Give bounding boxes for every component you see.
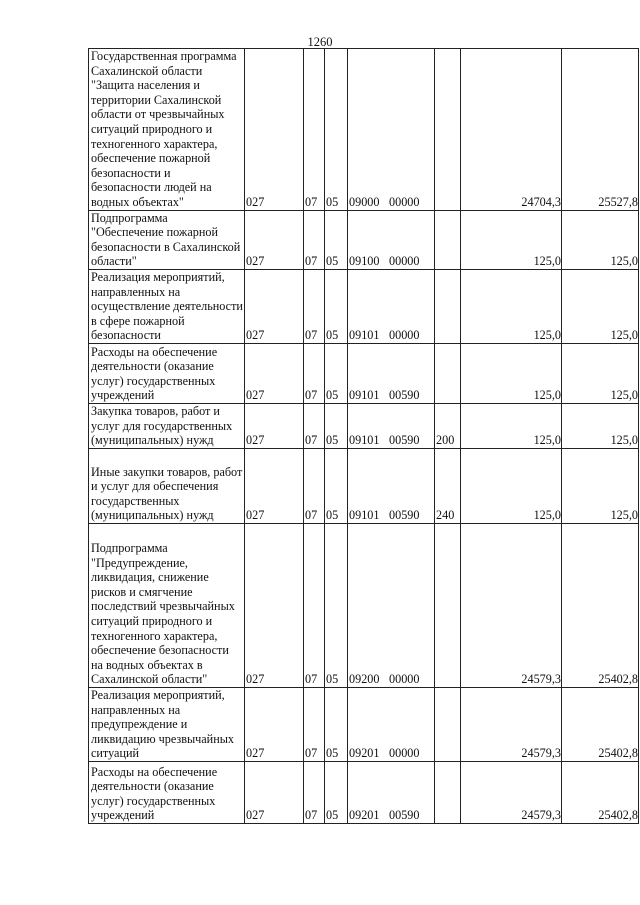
- row-name: Закупка товаров, работ и услуг для государственных (муниципальных) нужд: [89, 403, 245, 448]
- target-article-code: [348, 687, 435, 761]
- expense-type-code: [435, 210, 461, 269]
- admin-code: 027: [245, 403, 304, 448]
- table-row: [89, 49, 639, 211]
- target-direction-code: 00000: [389, 672, 420, 687]
- expense-type-code: [435, 761, 461, 823]
- section-code: 07: [304, 269, 325, 343]
- amount-year-1: 24579,3: [461, 761, 562, 823]
- target-article-code: [348, 210, 435, 269]
- amount-year-2: 25402,8: [562, 687, 639, 761]
- target-program-code: 09200: [349, 672, 380, 687]
- table-row: [89, 761, 639, 823]
- section-code: 07: [304, 49, 325, 211]
- amount-year-1: 125,0: [461, 448, 562, 523]
- expense-type-code: [435, 269, 461, 343]
- target-direction-code: 00000: [389, 194, 420, 209]
- target-direction-code: 00000: [389, 746, 420, 761]
- amount-year-1: 24579,3: [461, 523, 562, 687]
- amount-year-1: 24704,3: [461, 49, 562, 211]
- table-row: [89, 523, 639, 687]
- table-row: [89, 210, 639, 269]
- section-code: 07: [304, 448, 325, 523]
- subsection-code: 05: [325, 761, 348, 823]
- amount-year-1: 125,0: [461, 343, 562, 403]
- expense-type-code: [435, 687, 461, 761]
- row-name: Расходы на обеспечение деятельности (оказание услуг) государственных учреждений: [89, 761, 245, 823]
- table-row: [89, 343, 639, 403]
- row-name: Подпрограмма "Обеспечение пожарной безопасности в Сахалинской области": [89, 210, 245, 269]
- table-row: [89, 687, 639, 761]
- target-program-code: 09101: [349, 433, 380, 448]
- admin-code: 027: [245, 49, 304, 211]
- expense-type-code: 200: [435, 403, 461, 448]
- expense-type-code: [435, 49, 461, 211]
- subsection-code: 05: [325, 343, 348, 403]
- amount-year-1: 24579,3: [461, 687, 562, 761]
- amount-year-1: 125,0: [461, 269, 562, 343]
- section-code: 07: [304, 403, 325, 448]
- target-program-code: 09000: [349, 194, 380, 209]
- row-name: Иные закупки товаров, работ и услуг для обеспечения государственных (муниципальных) нужд: [89, 448, 245, 523]
- amount-year-1: 125,0: [461, 210, 562, 269]
- target-program-code: 09101: [349, 508, 380, 523]
- row-name: Расходы на обеспечение деятельности (оказание услуг) государственных учреждений: [89, 343, 245, 403]
- table-row: [89, 269, 639, 343]
- admin-code: 027: [245, 448, 304, 523]
- admin-code: 027: [245, 761, 304, 823]
- target-article-code: [348, 269, 435, 343]
- admin-code: 027: [245, 210, 304, 269]
- target-program-code: 09101: [349, 328, 380, 343]
- subsection-code: 05: [325, 49, 348, 211]
- target-direction-code: 00000: [389, 254, 420, 269]
- amount-year-2: 125,0: [562, 210, 639, 269]
- row-name: Реализация мероприятий, направленных на предупреждение и ликвидацию чрезвычайных ситуаций: [89, 687, 245, 761]
- amount-year-2: 25402,8: [562, 523, 639, 687]
- target-article-code: [348, 403, 435, 448]
- admin-code: 027: [245, 343, 304, 403]
- amount-year-2: 125,0: [562, 448, 639, 523]
- target-program-code: 09201: [349, 746, 380, 761]
- expense-type-code: [435, 343, 461, 403]
- budget-table: [88, 48, 639, 824]
- subsection-code: 05: [325, 523, 348, 687]
- target-article-code: [348, 761, 435, 823]
- row-name: Государственная программа Сахалинской области "Защита населения и территории Сахалинской области от чрезвычайных ситуаций природного и техногенного характера, обеспечение пожарной безопасности и безопасности людей на водных объектах": [89, 49, 245, 211]
- target-program-code: 09100: [349, 254, 380, 269]
- table-row: [89, 403, 639, 448]
- target-article-code: [348, 523, 435, 687]
- amount-year-2: 25402,8: [562, 761, 639, 823]
- table-row: [89, 448, 639, 523]
- row-name: Подпрограмма "Предупреждение, ликвидация, снижение рисков и смягчение последствий чрезвычайных ситуаций природного и техногенного характера, обеспечение безопасности на водных объектах в Сахалинской области": [89, 523, 245, 687]
- subsection-code: 05: [325, 403, 348, 448]
- expense-type-code: [435, 523, 461, 687]
- section-code: 07: [304, 687, 325, 761]
- subsection-code: 05: [325, 448, 348, 523]
- section-code: 07: [304, 523, 325, 687]
- subsection-code: 05: [325, 210, 348, 269]
- admin-code: 027: [245, 269, 304, 343]
- row-name: Реализация мероприятий, направленных на осуществление деятельности в сфере пожарной безопасности: [89, 269, 245, 343]
- target-program-code: 09201: [349, 808, 380, 823]
- target-direction-code: 00590: [389, 388, 420, 403]
- target-article-code: [348, 343, 435, 403]
- amount-year-2: 25527,8: [562, 49, 639, 211]
- page-number: 1260: [307, 35, 333, 49]
- target-article-code: [348, 448, 435, 523]
- amount-year-2: 125,0: [562, 269, 639, 343]
- expense-type-code: 240: [435, 448, 461, 523]
- target-direction-code: 00590: [389, 808, 420, 823]
- target-direction-code: 00000: [389, 328, 420, 343]
- target-article-code: [348, 49, 435, 211]
- subsection-code: 05: [325, 687, 348, 761]
- target-direction-code: 00590: [389, 508, 420, 523]
- amount-year-2: 125,0: [562, 343, 639, 403]
- subsection-code: 05: [325, 269, 348, 343]
- amount-year-2: 125,0: [562, 403, 639, 448]
- amount-year-1: 125,0: [461, 403, 562, 448]
- section-code: 07: [304, 761, 325, 823]
- target-direction-code: 00590: [389, 433, 420, 448]
- section-code: 07: [304, 343, 325, 403]
- section-code: 07: [304, 210, 325, 269]
- admin-code: 027: [245, 523, 304, 687]
- target-program-code: 09101: [349, 388, 380, 403]
- admin-code: 027: [245, 687, 304, 761]
